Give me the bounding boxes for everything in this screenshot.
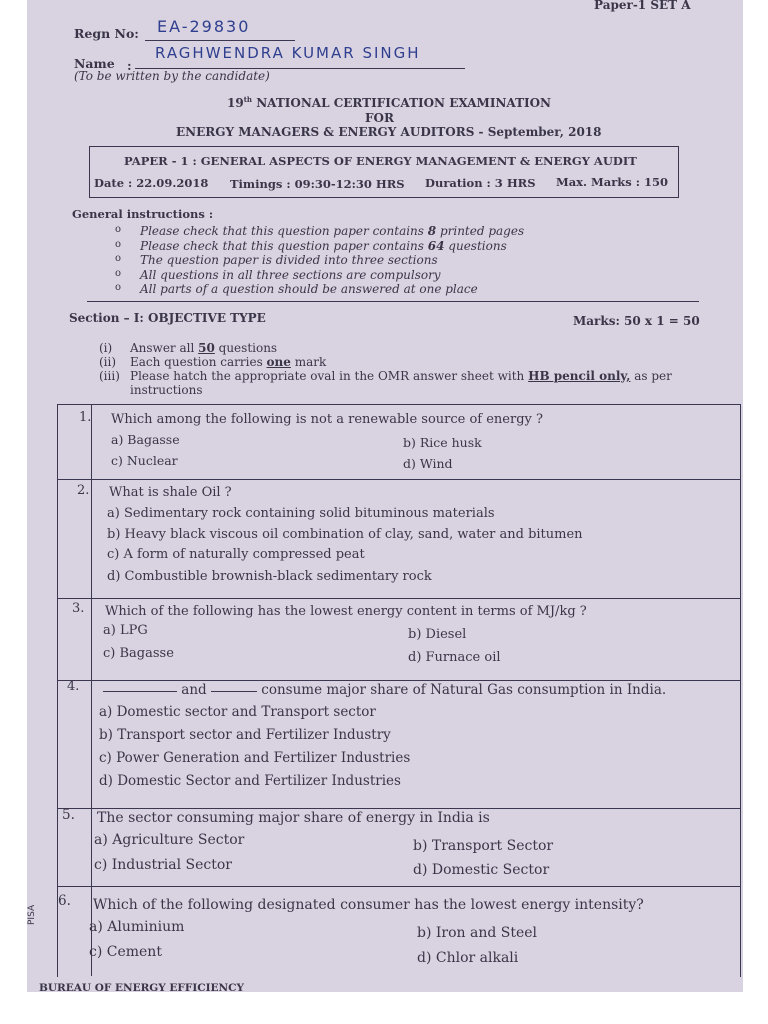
section-title: Section – I: OBJECTIVE TYPE (69, 311, 266, 325)
section-marks: Marks: 50 x 1 = 50 (573, 314, 700, 328)
row-divider (57, 808, 740, 809)
paper-date: Date : 22.09.2018 (94, 176, 209, 190)
option-d: d) Domestic Sector (413, 862, 550, 878)
paper-max-marks: Max. Marks : 150 (556, 175, 668, 189)
option-c: c) Power Generation and Fertilizer Industries (99, 750, 411, 766)
option-b: b) Transport Sector (413, 838, 554, 854)
option-c: c) Cement (89, 944, 162, 960)
option-a: a) Bagasse (111, 432, 180, 447)
question-text: What is shale Oil ? (109, 485, 232, 500)
option-d: d) Domestic Sector and Fertilizer Industries (99, 773, 401, 789)
side-mark: PISA (27, 904, 37, 925)
number-column-divider (91, 404, 92, 976)
option-d: d) Furnace oil (408, 650, 501, 665)
option-c: c) Industrial Sector (94, 857, 232, 873)
option-a: a) Sedimentary rock containing solid bituminous materials (107, 506, 495, 521)
divider (87, 301, 699, 302)
row-divider (57, 886, 740, 887)
option-a: a) LPG (103, 623, 148, 638)
option-b: b) Transport sector and Fertilizer Industry (99, 727, 391, 743)
option-d: d) Combustible brownish-black sedimentary rock (107, 569, 432, 584)
regn-underline (145, 40, 295, 41)
general-instructions-heading: General instructions : (72, 207, 214, 221)
option-b: b) Iron and Steel (417, 925, 538, 941)
paper-timings: Timings : 09:30-12:30 HRS (230, 177, 405, 191)
exam-for: FOR (365, 111, 394, 125)
option-c: c) A form of naturally compressed peat (107, 547, 365, 562)
paper-title: PAPER - 1 : GENERAL ASPECTS OF ENERGY MANAGEMENT & ENERGY AUDIT (124, 154, 637, 168)
option-a: a) Domestic sector and Transport sector (99, 704, 376, 720)
row-divider (57, 598, 740, 599)
exam-paper: Paper-1 SET A Regn No: EA-29830 Name : RAGHWENDRA KUMAR SINGH (To be written by the candidate) 19th NATIONAL CERTIFICATION EXAMINATION FOR ENERGY MANAGERS & ENERGY AUDITORS - September, 2018 PAPER - 1 : GENERAL ASPECTS OF ENERGY MANAGEMENT & ENERGY AUDIT Date : 22.09.2018 Timings : 09:30-12:30 HRS Duration : 3 HRS Max. Marks : 150 General instructions : o Please check that this question paper contains 8 printed pages o Please check that this question paper contains 64 questions o The question paper is divided into three sections o All questions in all three sections are compulsory o All parts of a question should be answered at one place Section – I: OBJECTIVE TYPE Marks: 50 x 1 = 50 (i) Answer all 50 questions (ii) Each question carries one mark (iii) Please hatch the appropriate oval in the OMR answer sheet with HB pencil only, as per instructions 1. Which among the following is not a renewable source of energy ? a) Bagasse b) Rice husk c) Nuclear d) Wind 2. What is shale Oil ? a) Sedimentary rock containing solid bituminous materials b) Heavy black viscous oil combination of clay, sand, water and bitumen c) A form of naturally compressed peat d) Combustible brownish-black sedimentary rock 3. Which of the following has the lowest energy content in terms of MJ/kg ? a) LPG b) Diesel c) Bagasse d) Furnace oil 4. and consume major share of Natural Gas consumption in India. a) Domestic sector and Transport sector b) Transport sector and Fertilizer Industry c) Power Generation and Fertilizer Industries d) Domestic Sector and Fertilizer Industries 5. The sector consuming major share of energy in India is a) Agriculture Sector b) Transport Sector c) Industrial Sector d) Domestic Sector 6. Which of the following designated consumer has the lowest energy intensity? a) Aluminium b) Iron and Steel c) Cement d) Chlor alkali PISA BUREAU OF ENERGY EFFICIENCY (27, 0, 743, 992)
question-number: 5. (62, 807, 75, 823)
exam-title: 19th NATIONAL CERTIFICATION EXAMINATION (227, 95, 552, 110)
name-value: RAGHWENDRA KUMAR SINGH (155, 44, 421, 62)
question-number: 1. (79, 410, 92, 425)
question-text: The sector consuming major share of energy in India is (97, 810, 490, 826)
question-number: 4. (67, 679, 80, 694)
option-c: c) Bagasse (103, 646, 174, 661)
option-b: b) Heavy black viscous oil combination of clay, sand, water and bitumen (107, 527, 583, 542)
exam-subtitle: ENERGY MANAGERS & ENERGY AUDITORS - September, 2018 (176, 125, 602, 139)
regn-label: Regn No: (74, 26, 139, 41)
question-number: 6. (58, 893, 71, 909)
option-d: d) Wind (403, 456, 453, 471)
blank (103, 690, 177, 692)
option-d: d) Chlor alkali (417, 950, 519, 966)
option-b: b) Diesel (408, 627, 467, 642)
name-colon: : (127, 58, 132, 73)
option-b: b) Rice husk (403, 435, 482, 450)
row-divider (57, 680, 740, 681)
blank (211, 690, 257, 692)
row-divider (57, 479, 740, 480)
paper-set-label: Paper-1 SET A (594, 0, 691, 12)
question-text: Which of the following has the lowest energy content in terms of MJ/kg ? (105, 604, 587, 619)
question-number: 3. (72, 601, 85, 616)
question-text: Which among the following is not a renewable source of energy ? (111, 412, 543, 427)
option-c: c) Nuclear (111, 453, 178, 468)
paper-duration: Duration : 3 HRS (425, 176, 536, 190)
candidate-note: (To be written by the candidate) (74, 69, 270, 83)
option-a: a) Agriculture Sector (94, 832, 245, 848)
question-text: and consume major share of Natural Gas consumption in India. (103, 682, 666, 698)
regn-value: EA-29830 (157, 17, 251, 36)
question-text: Which of the following designated consumer has the lowest energy intensity? (93, 897, 644, 913)
option-a: a) Aluminium (89, 919, 185, 935)
question-number: 2. (77, 483, 90, 498)
name-label: Name (74, 56, 115, 71)
paper-info-box (89, 146, 679, 198)
footer-text: BUREAU OF ENERGY EFFICIENCY (39, 982, 244, 992)
